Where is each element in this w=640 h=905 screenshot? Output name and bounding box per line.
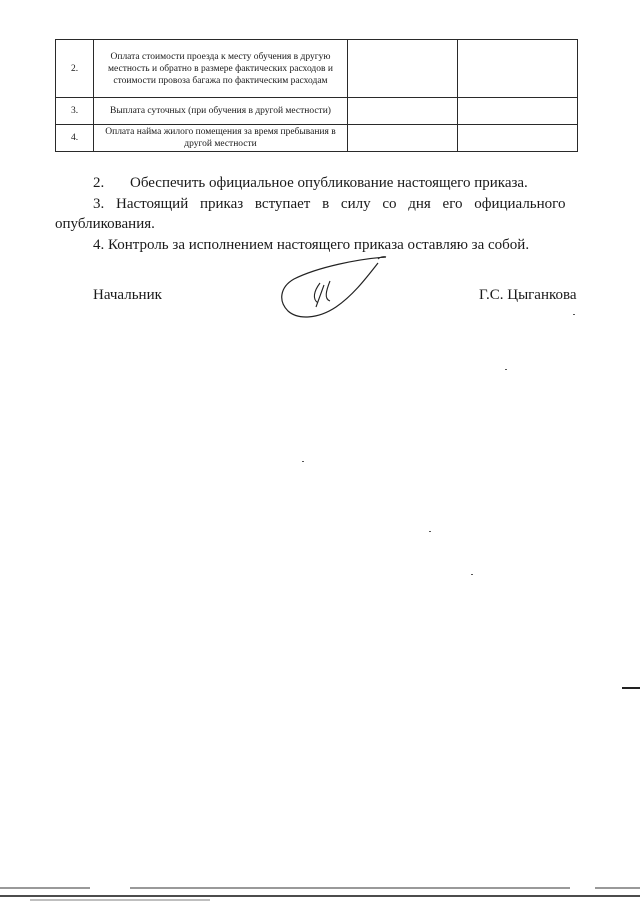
scan-speck: [429, 531, 431, 532]
row-cell-3: [348, 98, 458, 125]
table-row: [56, 98, 578, 125]
scan-bottom-edge-lines: [0, 880, 640, 905]
table-row: [56, 125, 578, 152]
scan-speck: [302, 461, 304, 462]
row-number: 2.: [56, 40, 94, 98]
row-cell-4: [458, 40, 578, 98]
scan-speck: [471, 574, 473, 575]
scan-margin-mark: [622, 687, 640, 689]
row-cell-4: [458, 98, 578, 125]
signatory-name: Г.С. Цыганкова: [479, 287, 577, 303]
row-description: Оплата найма жилого помещения за время пребывания в другой местности: [94, 125, 348, 152]
handwritten-signature: [278, 253, 390, 323]
row-cell-3: [348, 125, 458, 152]
row-cell-4: [458, 125, 578, 152]
table-row: [56, 40, 578, 98]
paragraph-text: Обеспечить официальное опубликование настоящего приказа.: [130, 175, 528, 191]
paragraph-3-line-1: 3. Настоящий приказ вступает в силу со дня его официального: [93, 196, 566, 212]
paragraph-number: 2.: [93, 175, 105, 191]
paragraph-3-line-2: опубликования.: [55, 216, 155, 232]
scan-speck: [505, 369, 507, 370]
row-number: 3.: [56, 98, 94, 125]
row-cell-3: [348, 40, 458, 98]
paragraph-2: [55, 173, 615, 193]
paragraph-4: 4. Контроль за исполнением настоящего приказа оставляю за собой.: [93, 237, 530, 253]
compensation-table-fragment: [55, 39, 577, 152]
signatory-role: Начальник: [93, 287, 162, 303]
row-number: 4.: [56, 125, 94, 152]
items-table: [55, 39, 578, 152]
scan-speck: [573, 314, 575, 315]
row-description: Оплата стоимости проезда к месту обучения в другую местность и обратно в размере фактических расходов и стоимости провоза багажа по фактическим расходам: [94, 40, 348, 98]
row-description: Выплата суточных (при обучения в другой местности): [94, 98, 348, 125]
